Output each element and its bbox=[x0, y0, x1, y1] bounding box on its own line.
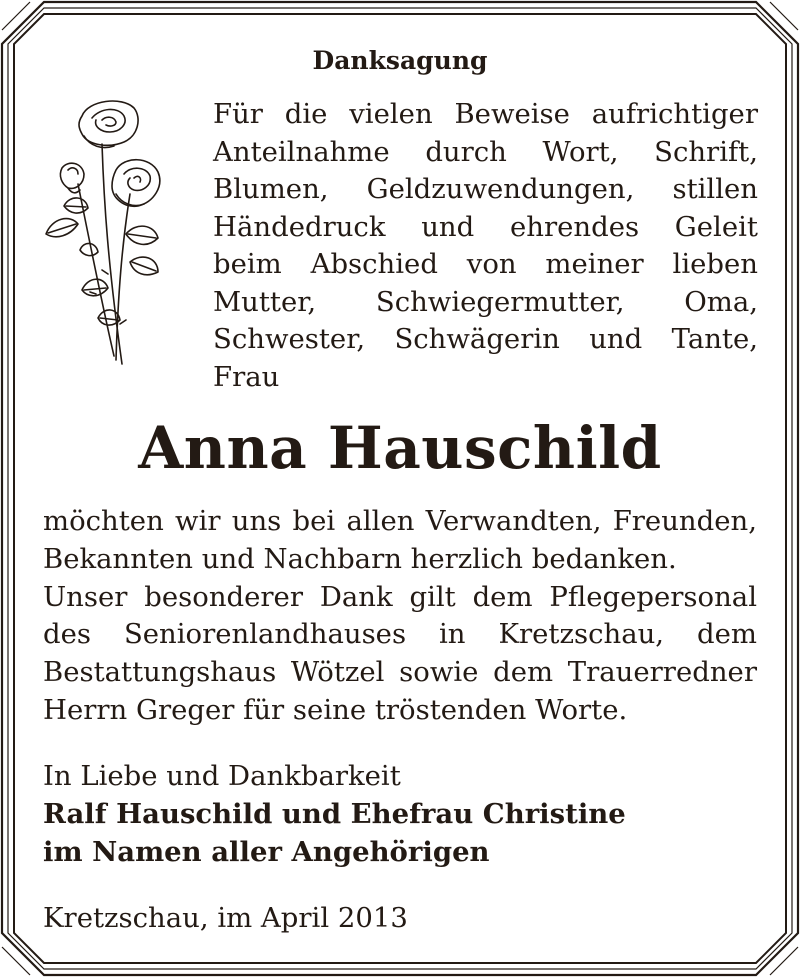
word: wir bbox=[175, 505, 221, 537]
word: gilt bbox=[409, 580, 456, 613]
intro-line bbox=[213, 171, 758, 209]
word: Händedruck bbox=[213, 210, 386, 243]
word: Freunden, bbox=[612, 505, 757, 537]
thanks-line: Bekannten und Nachbarn herzlich bedanken. bbox=[43, 542, 677, 575]
rose-bouquet-icon bbox=[38, 94, 164, 370]
word: besonderer bbox=[144, 580, 303, 613]
thanks-line bbox=[43, 654, 757, 692]
word: sowie bbox=[399, 656, 479, 689]
word: die bbox=[284, 98, 328, 130]
intro-line bbox=[213, 134, 758, 172]
intro-line bbox=[213, 96, 758, 134]
intro-line bbox=[213, 246, 758, 284]
word: uns bbox=[231, 505, 282, 537]
word: Seniorenlandhauses bbox=[123, 618, 407, 651]
word: beim bbox=[213, 248, 282, 280]
intro-line bbox=[213, 321, 758, 359]
word: Schwiegermutter, bbox=[375, 285, 625, 318]
word: des bbox=[43, 618, 91, 651]
word: Beweise bbox=[454, 98, 570, 130]
word: Verwandten, bbox=[425, 505, 602, 537]
thanks-line bbox=[43, 503, 757, 541]
word: und bbox=[589, 323, 643, 355]
word: Geleit bbox=[674, 210, 758, 243]
word: Schrift, bbox=[654, 135, 758, 168]
word: vielen bbox=[349, 98, 433, 130]
thanks-line bbox=[43, 616, 757, 654]
intro-text bbox=[213, 96, 758, 396]
intro-line bbox=[213, 209, 758, 247]
word: dem bbox=[696, 618, 757, 651]
word: Wort, bbox=[542, 135, 619, 168]
word: Wötzel bbox=[290, 656, 385, 689]
word: Blumen, bbox=[213, 173, 329, 205]
word: ehrendes bbox=[509, 210, 640, 243]
deceased-name: Anna Hauschild bbox=[138, 414, 662, 482]
word: Oma, bbox=[684, 285, 758, 318]
word: Anteilnahme bbox=[213, 135, 390, 168]
intro-line bbox=[213, 284, 758, 322]
word: Bestattungshaus bbox=[43, 656, 277, 689]
word: allen bbox=[346, 505, 415, 537]
word: Dank bbox=[319, 580, 393, 613]
word: Schwägerin bbox=[394, 323, 560, 355]
intro-line: Frau bbox=[213, 360, 280, 393]
closing-phrase: In Liebe und Dankbarkeit bbox=[43, 760, 401, 792]
thanks-line bbox=[43, 579, 757, 617]
word: und bbox=[421, 210, 475, 243]
word: in bbox=[439, 618, 466, 651]
word: Für bbox=[213, 98, 263, 130]
place-date: Kretzschau, im April 2013 bbox=[43, 902, 408, 934]
word: Kretzschau, bbox=[498, 618, 665, 651]
word: Unser bbox=[43, 580, 128, 613]
word: von bbox=[466, 248, 517, 280]
notice-heading: Danksagung bbox=[312, 46, 488, 75]
word: meiner bbox=[545, 248, 644, 280]
word: Schwester, bbox=[213, 323, 366, 355]
word: bei bbox=[292, 505, 336, 537]
word: Trauerredner bbox=[567, 656, 757, 689]
word: stillen bbox=[672, 173, 758, 205]
word: durch bbox=[425, 135, 507, 168]
word: Mutter, bbox=[213, 285, 317, 318]
thanks-text bbox=[43, 503, 757, 730]
word: lieben bbox=[672, 248, 758, 280]
word: Geldzuwendungen, bbox=[366, 173, 635, 205]
word: Tante, bbox=[671, 323, 758, 355]
word: möchten bbox=[43, 505, 164, 537]
word: Pflegepersonal bbox=[549, 580, 757, 613]
word: dem bbox=[493, 656, 554, 689]
word: dem bbox=[472, 580, 533, 613]
closing-block bbox=[43, 757, 757, 871]
word: Abschied bbox=[310, 248, 438, 280]
word: aufrichtiger bbox=[591, 98, 758, 130]
thanks-line: Herrn Greger für seine tröstenden Worte. bbox=[43, 693, 628, 726]
signatory-line: Ralf Hauschild und Ehefrau Christine bbox=[43, 798, 626, 830]
signatory-line: im Namen aller Angehörigen bbox=[43, 836, 490, 868]
